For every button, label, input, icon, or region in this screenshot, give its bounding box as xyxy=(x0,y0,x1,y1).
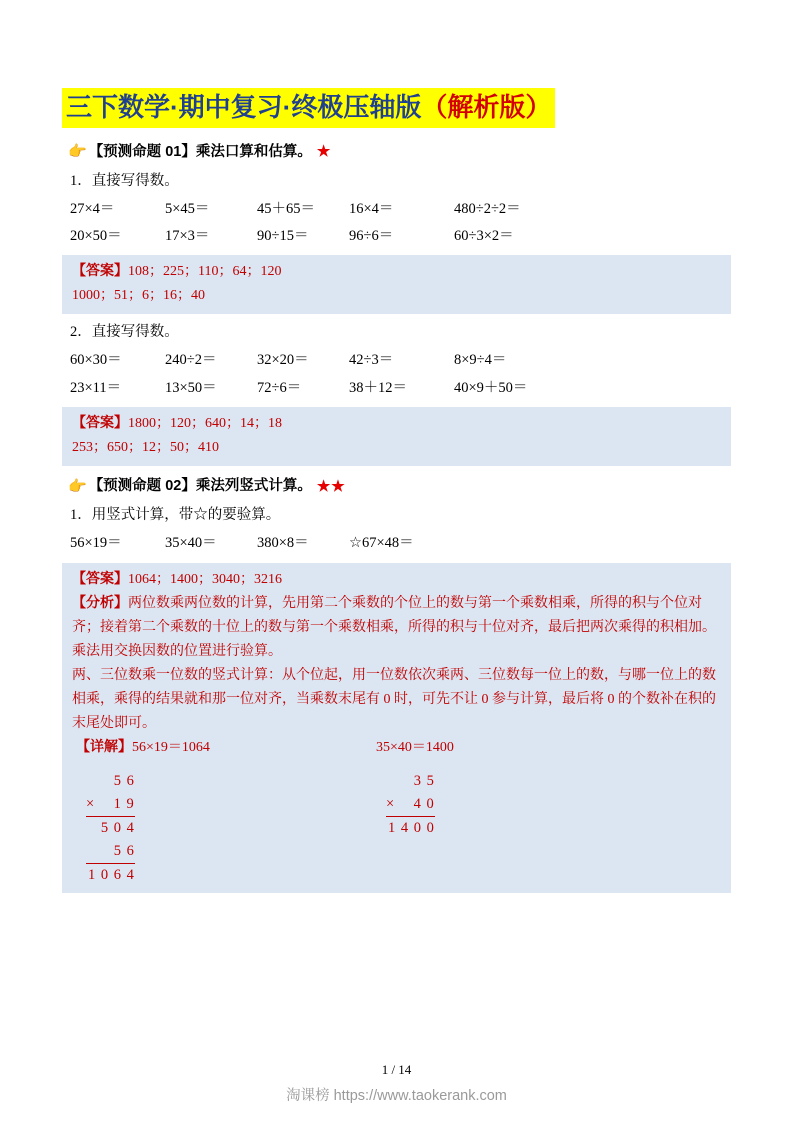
detail-expr-2: 35×40＝1400 xyxy=(376,740,454,756)
section-heading-2 xyxy=(68,477,731,497)
expression-cell: 35×40＝ xyxy=(165,535,217,552)
vertical-line: × 1 9 xyxy=(86,793,135,817)
section-heading-1-text: 【预测命题 01】乘法口算和估算。 xyxy=(88,143,312,160)
answer-line: 253；650；12；50；410 xyxy=(72,439,219,455)
section-1-stars: ★ xyxy=(316,143,332,161)
pointing-hand-icon: 👉 xyxy=(68,143,87,161)
expression-row xyxy=(70,532,731,555)
expression-cell: 13×50＝ xyxy=(165,379,217,396)
expression-cell: 23×11＝ xyxy=(70,379,122,396)
answer-label: 【答案】 xyxy=(72,415,128,431)
expression-cell: 60÷3×2＝ xyxy=(454,227,514,244)
question-1-1-text: 1．直接写得数。 xyxy=(70,172,179,189)
answer-line: 1064；1400；3040；3216 xyxy=(128,571,282,587)
answer-block xyxy=(62,407,731,466)
detail-label: 【详解】 xyxy=(76,740,132,756)
vertical-line: 1 4 0 0 xyxy=(387,820,435,837)
question-1-2-text: 2．直接写得数。 xyxy=(70,324,179,341)
vertical-calc-2 xyxy=(386,770,435,886)
vertical-calc-1 xyxy=(86,770,386,886)
vertical-line: 1 0 6 4 xyxy=(87,867,135,884)
pointing-hand-icon: 👉 xyxy=(68,477,87,495)
expression-cell: 240÷2＝ xyxy=(165,352,217,369)
vertical-calculations xyxy=(72,770,721,886)
expression-row xyxy=(70,349,731,372)
page-title xyxy=(62,88,731,128)
expression-row xyxy=(70,198,731,221)
analysis-paragraph: 两位数乘两位数的计算，先用第二个乘数的个位上的数与第一个乘数相乘，所得的积与个位对齐；接着第二个乘数的十位上的数与第一个乘数相乘，所得的积与十位对齐，最后把两次乘得的积相加。乘法用交换因数的位置进行验算。 xyxy=(72,595,716,659)
expression-cell: 5×45＝ xyxy=(165,200,210,217)
expression-row xyxy=(70,225,731,248)
answer-label: 【答案】 xyxy=(72,264,128,280)
analysis-label: 【分析】 xyxy=(72,595,128,611)
page-number: 1 / 14 xyxy=(381,1062,412,1077)
title-suffix: （解析版） xyxy=(421,92,552,122)
vertical-line: 3 5 xyxy=(413,773,435,790)
answer-line: 1800；120；640；14；18 xyxy=(128,415,282,431)
answer-analysis-block xyxy=(62,563,731,893)
expression-cell: 40×9＋50＝ xyxy=(454,379,528,396)
answer-label: 【答案】 xyxy=(72,571,128,587)
section-heading-1 xyxy=(68,142,731,162)
detail-expr-1: 56×19＝1064 xyxy=(132,740,210,756)
expression-cell: 480÷2÷2＝ xyxy=(454,200,521,217)
vertical-line: 5 0 4 xyxy=(100,820,135,837)
question-2-1-text: 1．用竖式计算，带☆的要验算。 xyxy=(70,507,281,524)
expression-cell: 38＋12＝ xyxy=(349,379,407,396)
detail-row xyxy=(72,736,721,760)
answer-block xyxy=(62,255,731,314)
expression-cell: 380×8＝ xyxy=(257,535,309,552)
expression-row xyxy=(70,377,731,400)
section-heading-2-text: 【预测命题 02】乘法列竖式计算。 xyxy=(88,478,312,495)
watermark-site: 淘课榜 https://www.taokerank.com xyxy=(286,1088,507,1104)
expression-cell: ☆67×48＝ xyxy=(349,535,414,552)
vertical-line: 5 6 xyxy=(113,773,135,790)
expression-cell: 27×4＝ xyxy=(70,200,115,217)
expression-cell: 8×9÷4＝ xyxy=(454,352,507,369)
vertical-line: × 4 0 xyxy=(386,793,435,817)
expression-cell: 45＋65＝ xyxy=(257,200,315,217)
expression-cell: 42÷3＝ xyxy=(349,352,394,369)
expression-cell: 90÷15＝ xyxy=(257,227,309,244)
section-2-stars: ★★ xyxy=(316,477,346,495)
expression-cell: 20×50＝ xyxy=(70,227,122,244)
answer-line: 1000；51；6；16；40 xyxy=(72,288,205,304)
expression-cell: 60×30＝ xyxy=(70,352,122,369)
answer-line: 108；225；110；64；120 xyxy=(128,264,282,280)
expression-cell: 56×19＝ xyxy=(70,535,122,552)
expression-cell: 16×4＝ xyxy=(349,200,394,217)
expression-cell: 96÷6＝ xyxy=(349,227,394,244)
vertical-line: 5 6 xyxy=(86,840,135,864)
analysis-paragraph: 两、三位数乘一位数的竖式计算：从个位起，用一位数依次乘两、三位数每一位上的数，与哪一位上的数相乘，乘得的结果就和那一位对齐，当乘数末尾有 0 时，可先不让 0 参与计算，最后将 0 的个数补在积的末尾处即可。 xyxy=(72,667,716,732)
expression-cell: 17×3＝ xyxy=(165,227,210,244)
title-main: 三下数学·期中复习·终极压轴版 xyxy=(66,92,422,122)
expression-cell: 32×20＝ xyxy=(257,352,309,369)
expression-cell: 72÷6＝ xyxy=(257,379,302,396)
